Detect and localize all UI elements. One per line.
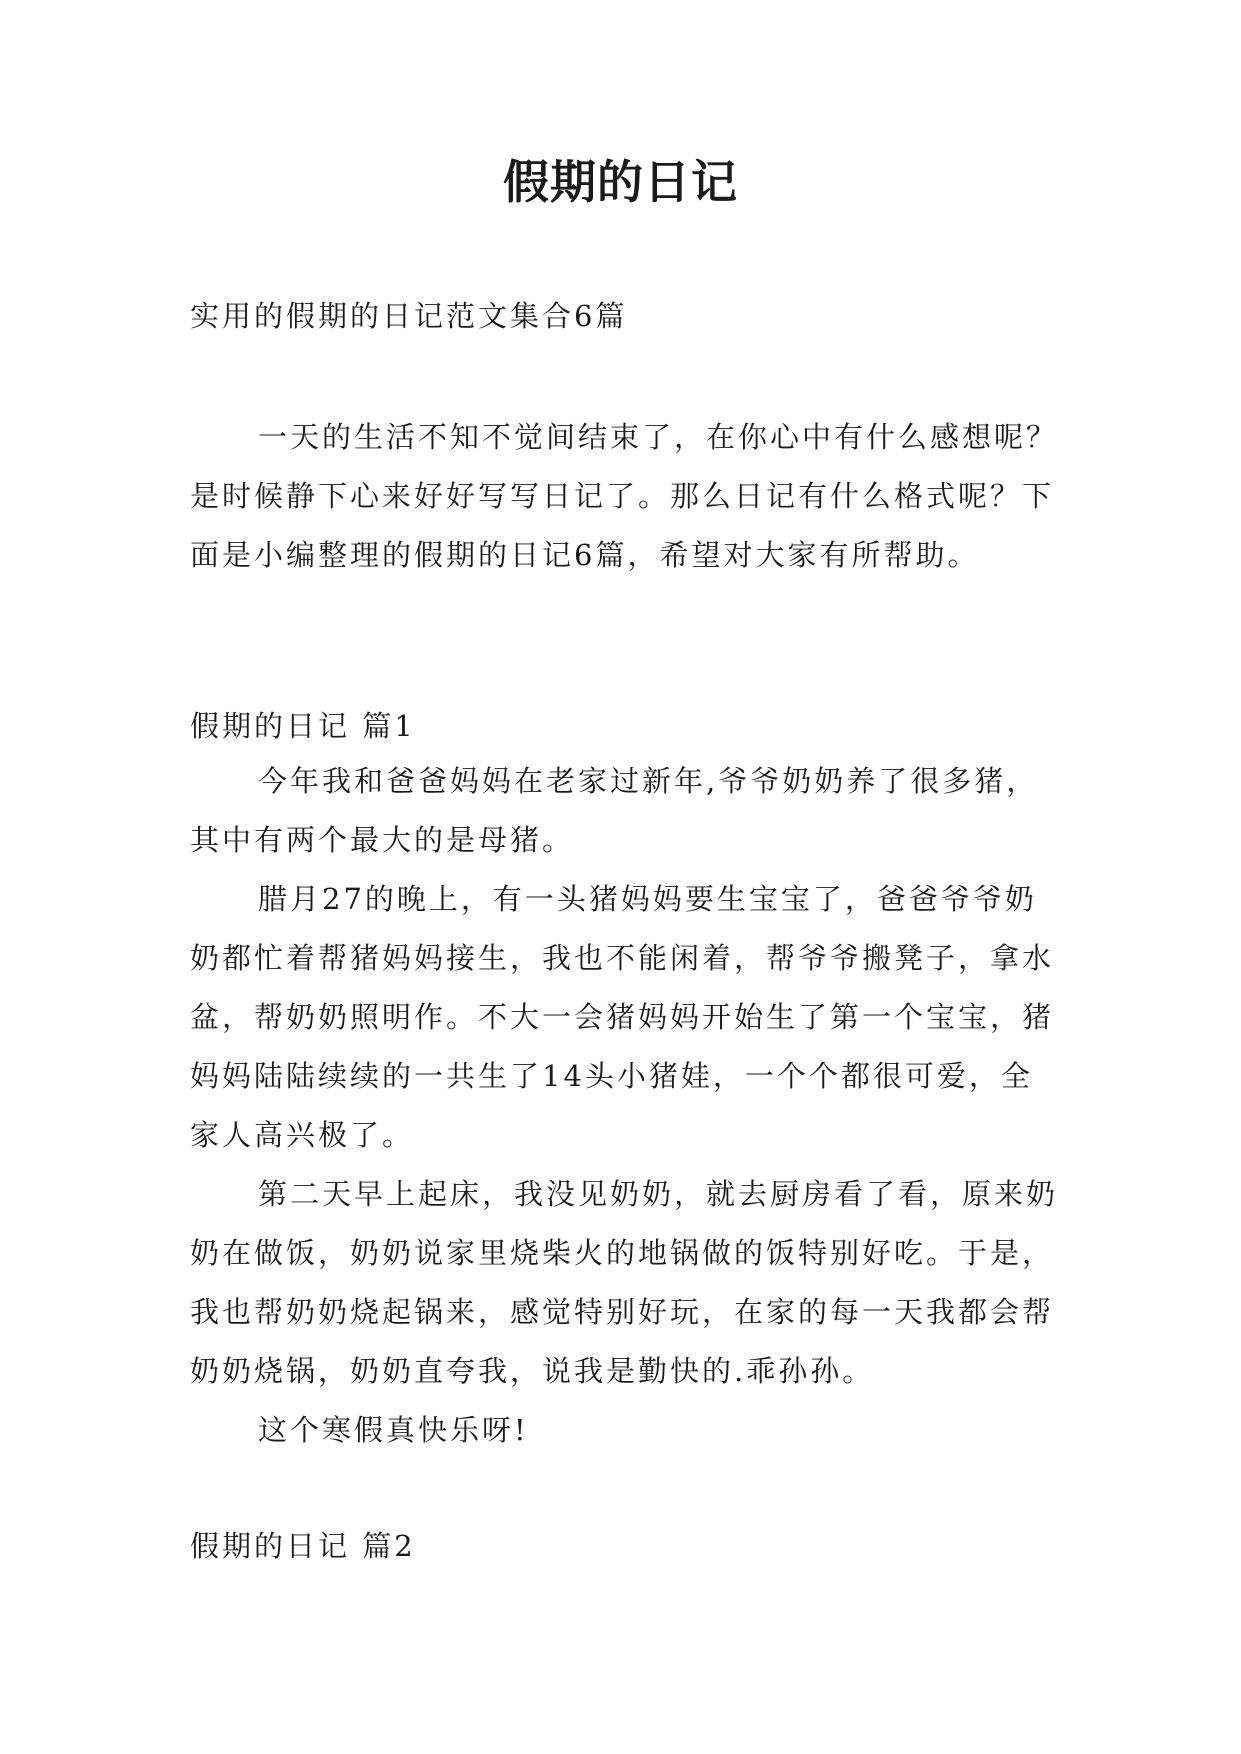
document-title: 假期的日记 [503,155,738,209]
section-heading-1: 假期的日记 篇1 [190,709,416,743]
paragraph: 今年我和爸爸妈妈在老家过新年,爷爷奶奶养了很多猪，其中有两个最大的是母猪。 [190,764,1039,857]
paragraph: 第二天早上起床，我没见奶奶，就去厨房看了看，原来奶奶在做饭，奶奶说家里烧柴火的地锅做的饭特别好吃。于是，我也帮奶奶烧起锅来，感觉特别好玩，在家的每一天我都会帮奶奶烧锅，奶奶直夸我，说我是勤快的.乖孙孙。 [190,1177,1059,1388]
section-heading-2: 假期的日记 篇2 [190,1529,416,1563]
section-body-1 [190,752,1060,1460]
paragraph: 这个寒假真快乐呀! [258,1413,529,1447]
document-subtitle: 实用的假期的日记范文集合6篇 [190,299,628,333]
intro-paragraph: 一天的生活不知不觉间结束了，在你心中有什么感想呢？是时候静下心来好好写写日记了。那么日记有什么格式呢？下面是小编整理的假期的日记6篇，希望对大家有所帮助。 [190,420,1059,572]
paragraph: 腊月27的晚上，有一头猪妈妈要生宝宝了，爸爸爷爷奶奶都忙着帮猪妈妈接生，我也不能闲着，帮爷爷搬凳子，拿水盆，帮奶奶照明作。不大一会猪妈妈开始生了第一个宝宝，猪妈妈陆陆续续的一共生了14头小猪娃，一个个都很可爱，全家人高兴极了。 [190,882,1055,1152]
